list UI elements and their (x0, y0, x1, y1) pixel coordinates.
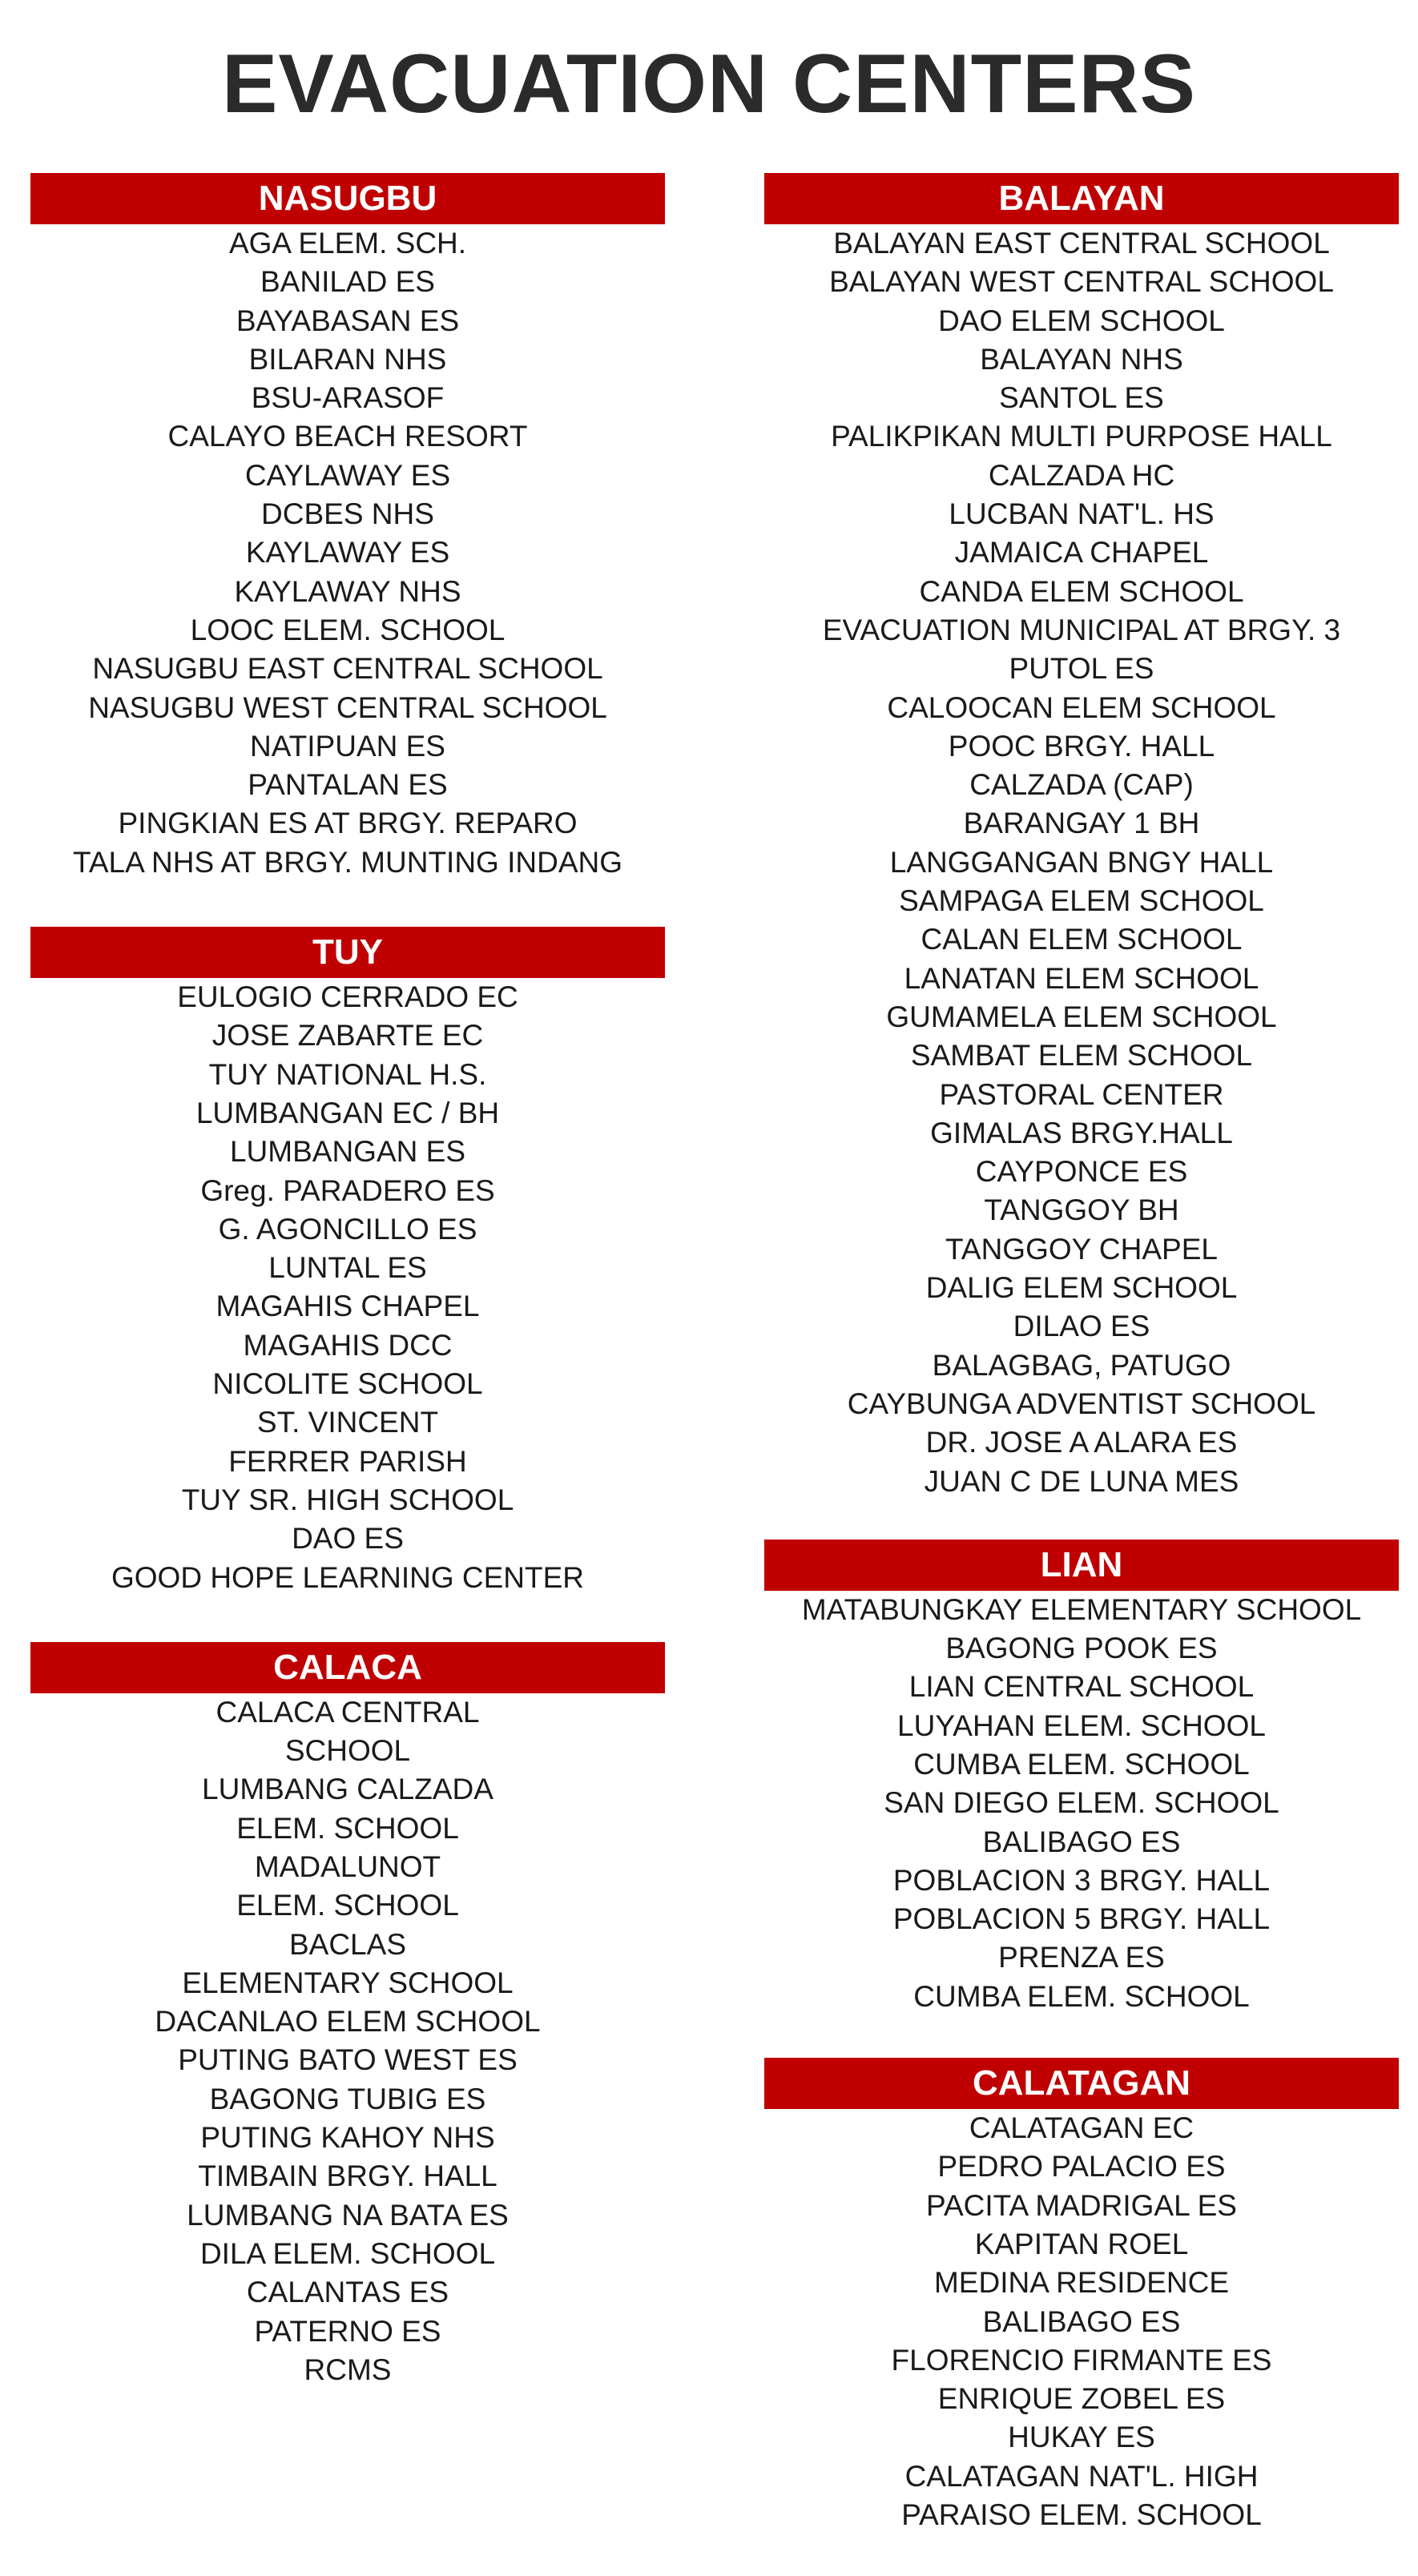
list-item: BALAYAN EAST CENTRAL SCHOOL (833, 227, 1330, 260)
list-item: PUTING BATO WEST ES (178, 2043, 518, 2077)
left-column (30, 173, 665, 2389)
list-item: CUMBA ELEM. SCHOOL (913, 1747, 1250, 1781)
list-item: BILARAN NHS (248, 342, 447, 376)
list-item: PANTALAN ES (248, 768, 448, 802)
list-item: TANGGOY BH (984, 1193, 1179, 1227)
list-item: CANDA ELEM SCHOOL (919, 574, 1244, 608)
list-item: LANATAN ELEM SCHOOL (904, 961, 1259, 995)
center-list (764, 2109, 1399, 2534)
list-item: BANILAD ES (260, 265, 435, 299)
list-item: ST. VINCENT (256, 1406, 439, 1439)
list-item: FLORENCIO FIRMANTE ES (891, 2343, 1272, 2377)
list-item: GIMALAS BRGY.HALL (930, 1116, 1233, 1149)
section-header: CALACA (30, 1642, 665, 1693)
section-header: LIAN (764, 1540, 1399, 1591)
list-item: SAMPAGA ELEM SCHOOL (899, 884, 1264, 918)
list-item: ENRIQUE ZOBEL ES (937, 2382, 1226, 2416)
list-item: CALATAGAN EC (969, 2111, 1194, 2145)
list-item: PARAISO ELEM. SCHOOL (901, 2498, 1262, 2532)
list-item: CALAN ELEM SCHOOL (920, 923, 1243, 956)
list-item: PASTORAL CENTER (939, 1077, 1224, 1111)
center-list (764, 224, 1399, 1501)
list-item: JUAN C DE LUNA MES (924, 1464, 1239, 1498)
list-item: POOC BRGY. HALL (948, 729, 1215, 763)
list-item: ELEMENTARY SCHOOL (182, 1966, 514, 1999)
right-column (764, 173, 1399, 2534)
list-item: CUMBA ELEM. SCHOOL (913, 1979, 1250, 2013)
list-item: LUCBAN NAT'L. HS (949, 497, 1215, 531)
section-tuy (30, 927, 665, 1597)
list-item: BAYABASAN ES (236, 304, 460, 337)
list-item: LUNTAL ES (268, 1251, 427, 1285)
list-item: KAYLAWAY NHS (234, 574, 461, 608)
list-item: PACITA MADRIGAL ES (926, 2188, 1237, 2222)
list-item: DALIG ELEM SCHOOL (925, 1271, 1238, 1305)
list-item: JAMAICA CHAPEL (954, 536, 1209, 570)
list-item: DR. JOSE A ALARA ES (925, 1426, 1238, 1459)
list-item: PUTOL ES (1009, 652, 1154, 686)
list-item: SAN DIEGO ELEM. SCHOOL (884, 1786, 1279, 1820)
list-item: CALACA CENTRAL (216, 1695, 480, 1729)
list-item: DCBES NHS (261, 497, 434, 531)
list-item: POBLACION 3 BRGY. HALL (892, 1863, 1271, 1897)
list-item: GOOD HOPE LEARNING CENTER (111, 1560, 585, 1594)
list-item: PRENZA ES (998, 1941, 1165, 1974)
section-calatagan (764, 2058, 1399, 2534)
list-item: LANGGANGAN BNGY HALL (889, 845, 1274, 879)
list-item: Greg. PARADERO ES (200, 1173, 495, 1207)
list-item: PATERNO ES (254, 2314, 441, 2348)
list-item: CALAYO BEACH RESORT (167, 420, 528, 453)
section-header: CALATAGAN (764, 2058, 1399, 2109)
list-item: NICOLITE SCHOOL (212, 1367, 483, 1401)
list-item: ELEM. SCHOOL (236, 1811, 459, 1845)
list-item: MAGAHIS DCC (243, 1328, 453, 1362)
list-item: POBLACION 5 BRGY. HALL (892, 1902, 1271, 1936)
section-lian (764, 1540, 1399, 2016)
list-item: BALIBAGO ES (982, 1825, 1181, 1858)
list-item: JOSE ZABARTE EC (211, 1019, 484, 1053)
section-calaca (30, 1642, 665, 2389)
list-item: LUMBANG CALZADA (202, 1773, 493, 1806)
list-item: BALIBAGO ES (982, 2304, 1181, 2338)
list-item: NASUGBU WEST CENTRAL SCHOOL (88, 690, 607, 724)
list-item: TUY NATIONAL H.S. (208, 1057, 487, 1091)
list-item: PINGKIAN ES AT BRGY. REPARO (118, 807, 578, 840)
section-header: TUY (30, 927, 665, 978)
list-item: PEDRO PALACIO ES (937, 2150, 1226, 2184)
list-item: BAGONG POOK ES (945, 1632, 1218, 1665)
list-item: LOOC ELEM. SCHOOL (190, 613, 506, 646)
list-item: LUMBANGAN EC / BH (195, 1096, 500, 1129)
list-item: GUMAMELA ELEM SCHOOL (886, 1000, 1277, 1033)
section-balayan (764, 173, 1399, 1501)
list-item: RCMS (304, 2353, 392, 2386)
list-item: LUYAHAN ELEM. SCHOOL (897, 1709, 1266, 1742)
section-header: BALAYAN (764, 173, 1399, 224)
list-item: BALAYAN NHS (980, 342, 1183, 376)
list-item: CALOOCAN ELEM SCHOOL (887, 690, 1276, 724)
list-item: TIMBAIN BRGY. HALL (198, 2159, 498, 2193)
list-item: CALZADA (CAP) (969, 768, 1194, 802)
list-item: HUKAY ES (1008, 2421, 1155, 2454)
list-item: CALATAGAN NAT'L. HIGH (904, 2459, 1259, 2493)
list-item: NATIPUAN ES (250, 729, 445, 763)
list-item: CAYPONCE ES (975, 1155, 1188, 1189)
list-item: BALAGBAG, PATUGO (932, 1348, 1231, 1382)
list-item: MEDINA RESIDENCE (933, 2266, 1229, 2300)
section-header: NASUGBU (30, 173, 665, 224)
list-item: FERRER PARISH (228, 1444, 467, 1478)
list-item: BARANGAY 1 BH (963, 807, 1200, 840)
list-item: SANTOL ES (999, 381, 1164, 415)
list-item: G. AGONCILLO ES (218, 1212, 477, 1246)
list-item: SAMBAT ELEM SCHOOL (910, 1039, 1253, 1073)
list-item: EVACUATION MUNICIPAL AT BRGY. 3 (822, 613, 1341, 646)
list-item: AGA ELEM. SCH. (228, 227, 467, 260)
list-item: CAYBUNGA ADVENTIST SCHOOL (847, 1387, 1316, 1420)
list-item: MATABUNGKAY ELEMENTARY SCHOOL (801, 1592, 1362, 1626)
list-item: TALA NHS AT BRGY. MUNTING INDANG (73, 845, 622, 879)
list-item: TUY SR. HIGH SCHOOL (181, 1483, 514, 1516)
list-item: DACANLAO ELEM SCHOOL (155, 2005, 541, 2039)
list-item: CALANTAS ES (246, 2276, 449, 2309)
list-item: LUMBANG NA BATA ES (187, 2198, 509, 2232)
list-item: DILAO ES (1013, 1310, 1150, 1343)
list-item: MAGAHIS CHAPEL (216, 1290, 480, 1323)
list-item: TANGGOY CHAPEL (945, 1232, 1218, 1266)
list-item: PALIKPIKAN MULTI PURPOSE HALL (831, 420, 1332, 453)
list-item: PUTING KAHOY NHS (200, 2121, 495, 2155)
center-list (30, 224, 665, 882)
list-item: CAYLAWAY ES (244, 458, 451, 492)
list-item: DAO ELEM SCHOOL (938, 304, 1225, 337)
list-item: MADALUNOT (254, 1849, 441, 1883)
list-item: KAPITAN ROEL (974, 2227, 1189, 2260)
list-item: NASUGBU EAST CENTRAL SCHOOL (92, 652, 603, 686)
list-item: DAO ES (292, 1522, 404, 1556)
list-item: CALZADA HC (988, 458, 1175, 492)
list-item: LIAN CENTRAL SCHOOL (908, 1670, 1255, 1704)
section-nasugbu (30, 173, 665, 882)
list-item: ELEM. SCHOOL (236, 1889, 459, 1922)
center-list (30, 978, 665, 1597)
list-item: BALAYAN WEST CENTRAL SCHOOL (829, 265, 1334, 299)
page-title: EVACUATION CENTERS (222, 38, 1196, 131)
list-item: LUMBANGAN ES (229, 1135, 465, 1169)
list-item: SCHOOL (284, 1734, 411, 1768)
list-item: BACLAS (288, 1927, 406, 1961)
center-list (30, 1693, 665, 2389)
list-item: BSU-ARASOF (251, 381, 445, 415)
center-list (764, 1591, 1399, 2016)
list-item: DILA ELEM. SCHOOL (199, 2236, 496, 2270)
list-item: KAYLAWAY ES (245, 536, 450, 570)
list-item: BAGONG TUBIG ES (209, 2082, 486, 2115)
list-item: EULOGIO CERRADO EC (177, 980, 518, 1014)
